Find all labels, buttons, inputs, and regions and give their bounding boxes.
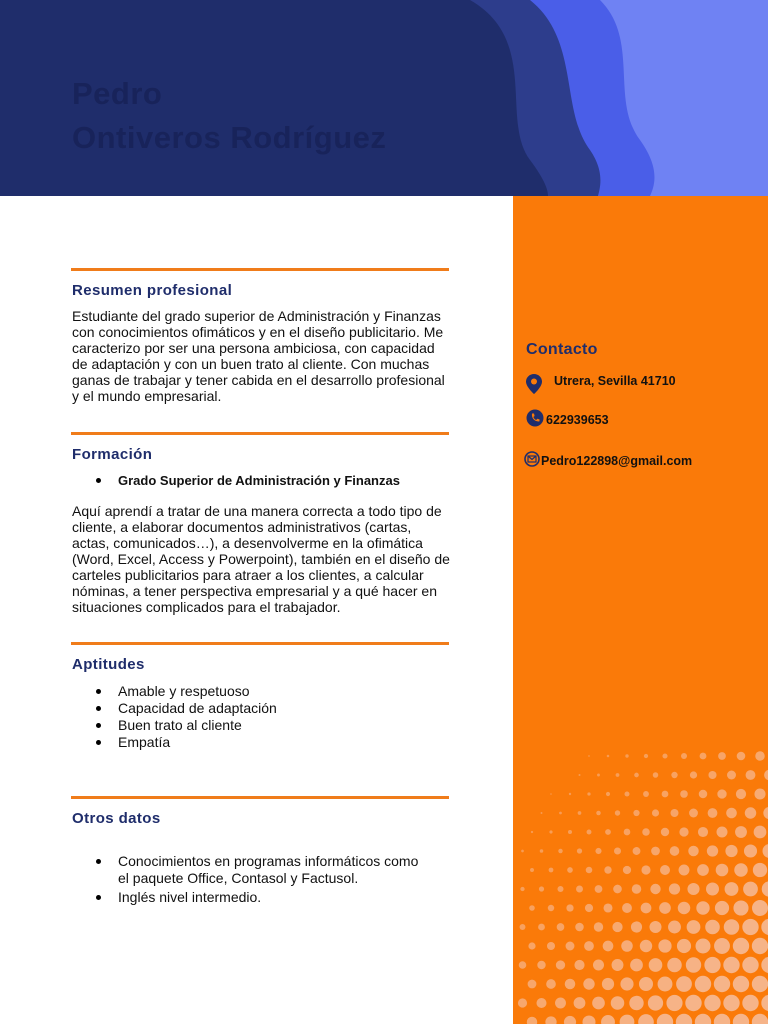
halftone-dot (644, 754, 648, 758)
halftone-dot (612, 922, 622, 932)
halftone-dot (621, 940, 633, 952)
halftone-dot (529, 905, 535, 911)
halftone-dot (669, 883, 680, 894)
halftone-dot (615, 810, 620, 815)
halftone-dot (595, 885, 603, 893)
halftone-dot (603, 903, 612, 912)
halftone-dot (620, 1015, 635, 1024)
aptitudes-title: Aptitudes (72, 656, 145, 673)
halftone-dot (666, 995, 682, 1011)
candidate-name (72, 72, 386, 160)
halftone-dot (726, 808, 737, 819)
halftone-dot (705, 920, 720, 935)
halftone-dot (625, 754, 628, 757)
halftone-dot (556, 960, 565, 969)
halftone-dot (714, 938, 730, 954)
list-item: Conocimientos en programas informáticos como el paquete Office, Contasol y Factusol. (72, 853, 432, 887)
halftone-dot (538, 924, 545, 931)
halftone-dot (649, 958, 663, 972)
halftone-dot (652, 809, 659, 816)
halftone-dot (638, 1014, 654, 1024)
halftone-dot (670, 846, 680, 856)
halftone-dot (761, 995, 768, 1011)
halftone-dot (752, 1014, 768, 1024)
halftone-dot (687, 920, 701, 934)
halftone-dot (582, 1015, 595, 1024)
halftone-dot (557, 886, 563, 892)
halftone-dot (574, 997, 586, 1009)
halftone-dot (630, 959, 643, 972)
halftone-dot (593, 959, 604, 970)
halftone-dot (622, 903, 632, 913)
halftone-dot (716, 864, 729, 877)
phone-icon (526, 409, 544, 430)
otros-title: Otros datos (72, 810, 161, 827)
list-item: Inglés nivel intermedio. (72, 889, 432, 906)
contact-sidebar (513, 196, 768, 1024)
halftone-dot (640, 940, 652, 952)
formacion-text: Aquí aprendí a tratar de una manera correcta a todo tipo de cliente, a elaborar documentos administrativos (cartas, actas, comunicados…), a desenvolverme en la ofimática (Word, Excel, Access y Powerpoint), también en el diseño de carteles publicitarios para atraer a los clientes, a calcular nóminas, a tener perspectiva empresarial y a qué hacer en situaciones complicados para el trabajador. (72, 503, 450, 615)
halftone-dot (695, 1014, 711, 1024)
halftone-dot (681, 753, 687, 759)
halftone-dot (659, 902, 671, 914)
halftone-dot (527, 1017, 537, 1024)
halftone-dot (602, 978, 614, 990)
halftone-dot (578, 811, 582, 815)
halftone-dot (605, 829, 611, 835)
halftone-dot (649, 921, 661, 933)
halftone-dot (717, 827, 728, 838)
halftone-dot (690, 771, 697, 778)
aptitudes-list (72, 683, 452, 751)
halftone-dot (698, 827, 708, 837)
halftone-dot (695, 976, 711, 992)
halftone-dot (676, 976, 692, 992)
halftone-dot (592, 997, 605, 1010)
halftone-dot (687, 883, 699, 895)
halftone-dot (727, 771, 736, 780)
halftone-dot (704, 995, 720, 1011)
halftone-dot (754, 826, 767, 839)
halftone-dot (706, 883, 719, 896)
halftone-dot (550, 793, 552, 795)
aptitudes-divider (71, 642, 449, 645)
halftone-dot (725, 845, 737, 857)
halftone-dot (733, 1014, 749, 1024)
halftone-dot (715, 901, 729, 915)
list-item: Amable y respetuoso (72, 683, 452, 700)
halftone-dot (566, 904, 573, 911)
halftone-dot (641, 903, 652, 914)
halftone-dot (736, 789, 746, 799)
halftone-dot (634, 773, 639, 778)
halftone-dot (623, 866, 631, 874)
halftone-dot (761, 919, 768, 935)
halftone-dot (611, 996, 625, 1010)
halftone-dot (528, 980, 537, 989)
halftone-dot (569, 793, 571, 795)
halftone-dot (519, 961, 527, 969)
halftone-dot (633, 847, 641, 855)
halftone-dot (660, 865, 670, 875)
halftone-dot (530, 868, 534, 872)
halftone-dot (584, 941, 594, 951)
halftone-dot (678, 902, 691, 915)
halftone-dot (594, 922, 603, 931)
halftone-dot (689, 809, 698, 818)
halftone-dot (658, 939, 671, 952)
halftone-dot (578, 774, 580, 776)
halftone-dot (624, 829, 631, 836)
halftone-dot (587, 830, 592, 835)
halftone-dot (614, 847, 621, 854)
phone-text: 622939653 (546, 412, 609, 427)
halftone-dot (708, 771, 716, 779)
halftone-dot (520, 924, 526, 930)
halftone-dot (633, 810, 639, 816)
halftone-dot (668, 921, 681, 934)
halftone-dot (685, 995, 701, 1011)
halftone-dot (595, 848, 601, 854)
halftone-dot (575, 923, 584, 932)
email-text[interactable]: Pedro122898@gmail.com (541, 453, 693, 468)
address-text: Utrera, Sevilla 41710 (554, 373, 676, 388)
halftone-dot (567, 867, 573, 873)
halftone-dot (547, 942, 555, 950)
location-pin-icon (526, 374, 542, 397)
halftone-dot (521, 850, 524, 853)
halftone-dot (752, 938, 768, 954)
halftone-dot (555, 998, 566, 1009)
halftone-dot (545, 1016, 556, 1024)
halftone-dot (688, 846, 699, 857)
halftone-dot (723, 995, 739, 1011)
halftone-dot (746, 770, 756, 780)
halftone-dot (520, 887, 524, 891)
halftone-dot (677, 939, 691, 953)
list-item: Empatía (72, 734, 452, 751)
halftone-dots-decoration (513, 196, 768, 1024)
halftone-dot (764, 770, 768, 781)
halftone-dot (699, 790, 708, 799)
halftone-dot (548, 905, 554, 911)
halftone-dot (549, 868, 554, 873)
halftone-dot (565, 979, 576, 990)
halftone-dot (743, 882, 758, 897)
halftone-dot (696, 939, 711, 954)
halftone-dot (537, 961, 545, 969)
halftone-dot (632, 884, 642, 894)
resumen-divider (71, 268, 449, 271)
halftone-dot (735, 826, 747, 838)
halftone-dot (662, 753, 667, 758)
list-item: Buen trato al cliente (72, 717, 452, 734)
halftone-dot (761, 957, 768, 973)
halftone-dot (585, 904, 593, 912)
halftone-dot (559, 812, 562, 815)
halftone-dot (714, 1014, 730, 1024)
halftone-dot (752, 900, 768, 916)
halftone-dot (613, 885, 622, 894)
halftone-dot (752, 976, 768, 992)
email-icon (524, 451, 540, 470)
halftone-dot (753, 863, 767, 877)
halftone-dot (536, 998, 546, 1008)
halftone-dot (596, 811, 601, 816)
halftone-dot (742, 957, 758, 973)
halftone-dot (624, 791, 629, 796)
halftone-dot (541, 812, 543, 814)
name-first: Pedro (72, 76, 163, 111)
halftone-dot (708, 808, 718, 818)
halftone-dot (643, 791, 649, 797)
halftone-dot (653, 772, 659, 778)
contact-phone (526, 409, 609, 430)
contact-address (526, 374, 676, 397)
halftone-dot (763, 807, 768, 819)
halftone-dot (597, 774, 600, 777)
halftone-dot (679, 865, 690, 876)
halftone-dot (639, 977, 653, 991)
halftone-dot (557, 923, 565, 931)
contact-title: Contacto (526, 341, 598, 358)
halftone-dot (558, 849, 562, 853)
halftone-dot (546, 979, 556, 989)
halftone-dot (686, 957, 701, 972)
halftone-dot (679, 827, 688, 836)
halftone-dot (676, 1014, 692, 1024)
name-last: Ontiveros Rodríguez (72, 120, 387, 155)
halftone-dot (671, 809, 679, 817)
halftone-dot (641, 865, 650, 874)
halftone-dot (549, 830, 552, 833)
halftone-dot (733, 976, 749, 992)
halftone-dot (540, 849, 544, 853)
halftone-dot (755, 751, 764, 760)
halftone-dot (724, 919, 740, 935)
halftone-dot (700, 753, 707, 760)
halftone-dot (586, 867, 593, 874)
halftone-dot (574, 960, 584, 970)
halftone-dot (606, 792, 610, 796)
halftone-dot (762, 881, 768, 897)
halftone-dot (658, 977, 673, 992)
formacion-degree: Grado Superior de Administración y Finanzas (72, 472, 452, 489)
list-item: Capacidad de adaptación (72, 700, 452, 717)
halftone-dot (629, 996, 643, 1010)
halftone-dot (763, 844, 768, 858)
halftone-dot (697, 864, 709, 876)
halftone-dot (583, 978, 594, 989)
halftone-dot (564, 1016, 576, 1024)
halftone-dot (723, 957, 739, 973)
halftone-dot (661, 828, 669, 836)
halftone-dot (734, 863, 747, 876)
halftone-dot (745, 807, 756, 818)
halftone-dot (742, 995, 758, 1011)
halftone-dot (648, 995, 663, 1010)
halftone-dot (667, 958, 682, 973)
resumen-text: Estudiante del grado superior de Administración y Finanzas con conocimientos ofimáticos y en el diseño publicitario. Me caracterizo por ser una persona ambiciosa, con capacidad de adaptación y con un buen trato al cliente. Con muchas ganas de trabajar y tener cabida en el desarrollo profesional y el mundo empresarial. (72, 308, 445, 404)
otros-divider (71, 796, 449, 799)
halftone-dot (733, 938, 749, 954)
halftone-dot (657, 1014, 673, 1024)
halftone-dot (531, 831, 533, 833)
halftone-dot (725, 882, 739, 896)
halftone-dot (616, 773, 620, 777)
halftone-dot (650, 884, 660, 894)
contact-email (524, 451, 692, 470)
halftone-dot (642, 828, 650, 836)
halftone-dot (717, 789, 726, 798)
halftone-dot (696, 901, 709, 914)
halftone-dot (587, 792, 590, 795)
halftone-dot (707, 845, 718, 856)
halftone-dot (612, 959, 624, 971)
halftone-dot (733, 900, 748, 915)
halftone-dot (631, 921, 642, 932)
halftone-dot (742, 919, 758, 935)
halftone-dot (671, 772, 677, 778)
halftone-dot (607, 755, 610, 758)
halftone-dot (718, 752, 726, 760)
halftone-dot (737, 752, 746, 761)
halftone-dot (577, 848, 582, 853)
halftone-dot (601, 1015, 615, 1024)
halftone-dot (662, 791, 669, 798)
halftone-dot (680, 790, 688, 798)
halftone-dot (604, 866, 611, 873)
halftone-dot (620, 977, 633, 990)
otros-list (72, 853, 432, 906)
halftone-dot (714, 976, 730, 992)
resumen-title: Resumen profesional (72, 282, 233, 299)
halftone-dot (651, 847, 660, 856)
formacion-degree-list (72, 472, 452, 489)
halftone-dot (704, 957, 720, 973)
halftone-dot (566, 942, 575, 951)
halftone-dot (568, 830, 572, 834)
halftone-dot (588, 755, 590, 757)
halftone-dot (754, 788, 765, 799)
header-banner (0, 0, 768, 196)
halftone-dot (603, 941, 614, 952)
halftone-dot (744, 844, 757, 857)
formacion-title: Formación (72, 446, 153, 463)
halftone-dot (576, 886, 583, 893)
formacion-divider (71, 432, 449, 435)
halftone-dot (518, 998, 527, 1007)
halftone-dot (528, 942, 535, 949)
halftone-dot (539, 886, 544, 891)
